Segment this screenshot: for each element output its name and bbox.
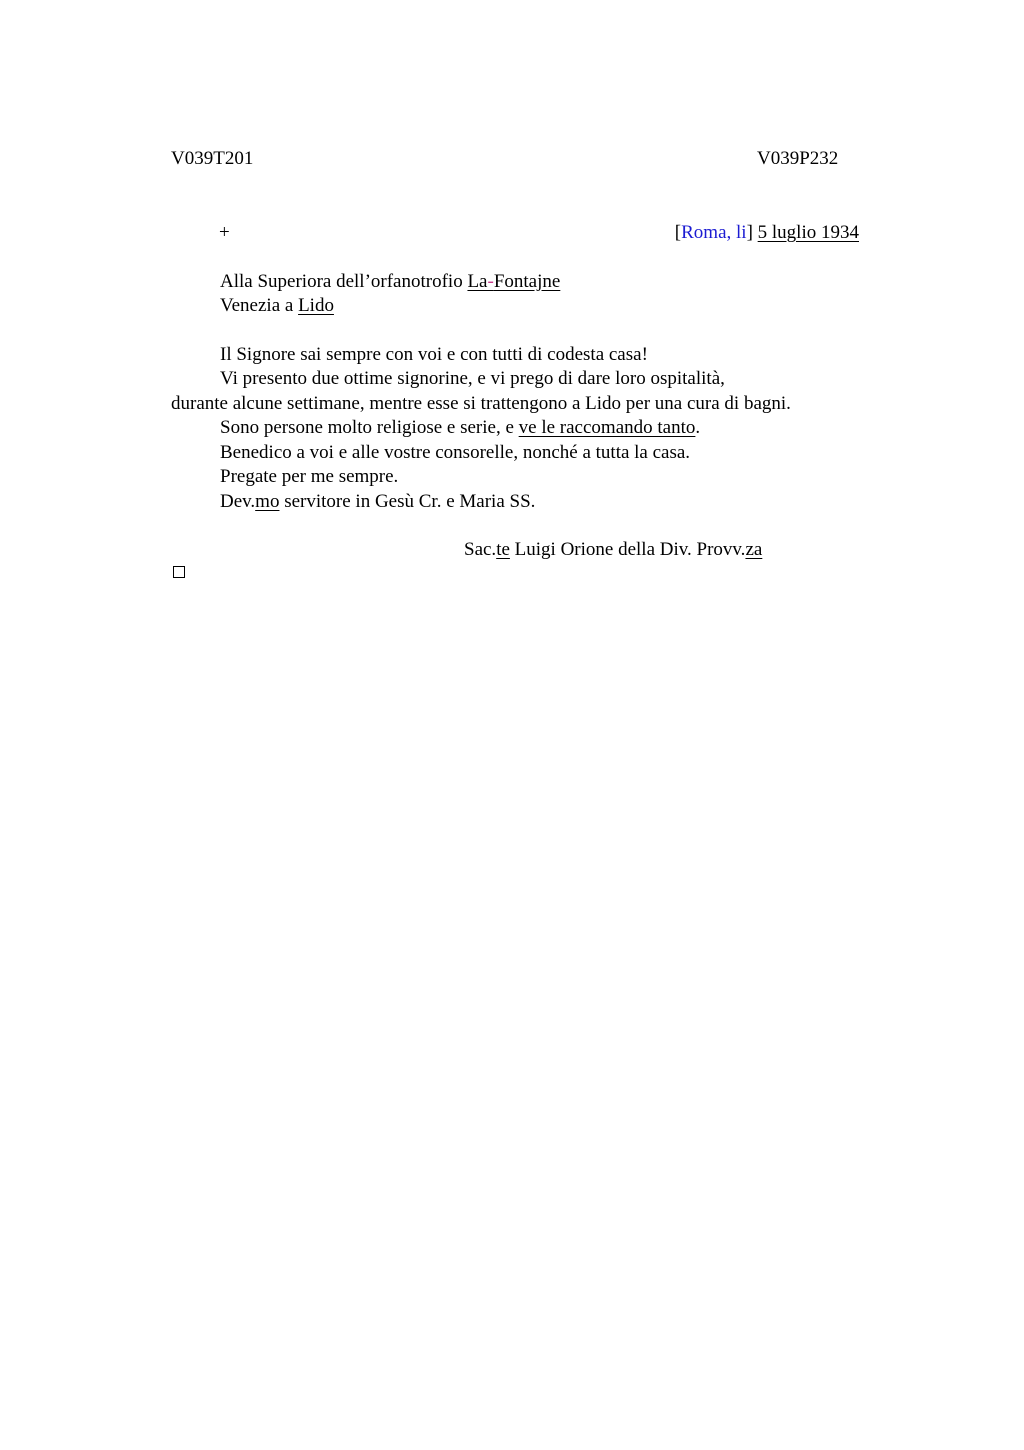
body-paragraph-5: Pregate per me sempre. (220, 466, 399, 487)
address-line-2 (220, 294, 334, 318)
closing-abbrev: mo (255, 491, 280, 512)
end-marker-box (173, 566, 185, 578)
orphanage-name-dash: - (487, 271, 494, 292)
signature-prefix: Sac. (464, 539, 497, 560)
body-paragraph-2-line-1: Vi presento due ottime signorine, e vi prego di dare loro ospitalità, (220, 368, 725, 389)
body-paragraph-3 (220, 416, 700, 440)
date-line (675, 221, 859, 245)
page-code-right: V039P232 (757, 148, 839, 169)
date-place: Roma, li (681, 222, 747, 243)
address-line-1 (220, 270, 560, 294)
closing-prefix: Dev. (220, 491, 256, 512)
paragraph-3-prefix: Sono persone molto religiose e serie, e (220, 417, 519, 438)
orphanage-name-part-a: La (467, 271, 488, 292)
signature-abbrev-te: te (496, 539, 510, 560)
address-prefix: Alla Superiora dell’orfanotrofio (220, 271, 468, 292)
date-bracket-close: ] (746, 222, 753, 243)
signature-name: Luigi Orione della Div. Provv. (509, 539, 746, 560)
date-text: 5 luglio 1934 (757, 222, 859, 243)
page-code-left: V039T201 (171, 148, 254, 169)
closing-suffix: servitore in Gesù Cr. e Maria SS. (279, 491, 536, 512)
paragraph-3-underlined: ve le raccomando tanto (518, 417, 696, 438)
signature (464, 538, 762, 562)
orphanage-name-part-b: Fontajne (493, 271, 561, 292)
orphanage-name (467, 271, 560, 292)
body-paragraph-1: Il Signore sai sempre con voi e con tutti di codesta casa! (220, 344, 648, 365)
body-paragraph-6 (220, 490, 535, 514)
body-paragraph-4: Benedico a voi e alle vostre consorelle, nonché a tutta la casa. (220, 442, 691, 463)
paragraph-3-suffix: . (695, 417, 701, 438)
address-place: Lido (298, 295, 334, 316)
body-paragraph-2-line-2: durante alcune settimane, mentre esse si trattengono a Lido per una cura di bagni. (171, 393, 791, 414)
cross-symbol: + (219, 222, 230, 243)
address-city: Venezia a (220, 295, 299, 316)
date-bracket-open: [ (674, 222, 682, 243)
signature-abbrev-za: za (745, 539, 763, 560)
